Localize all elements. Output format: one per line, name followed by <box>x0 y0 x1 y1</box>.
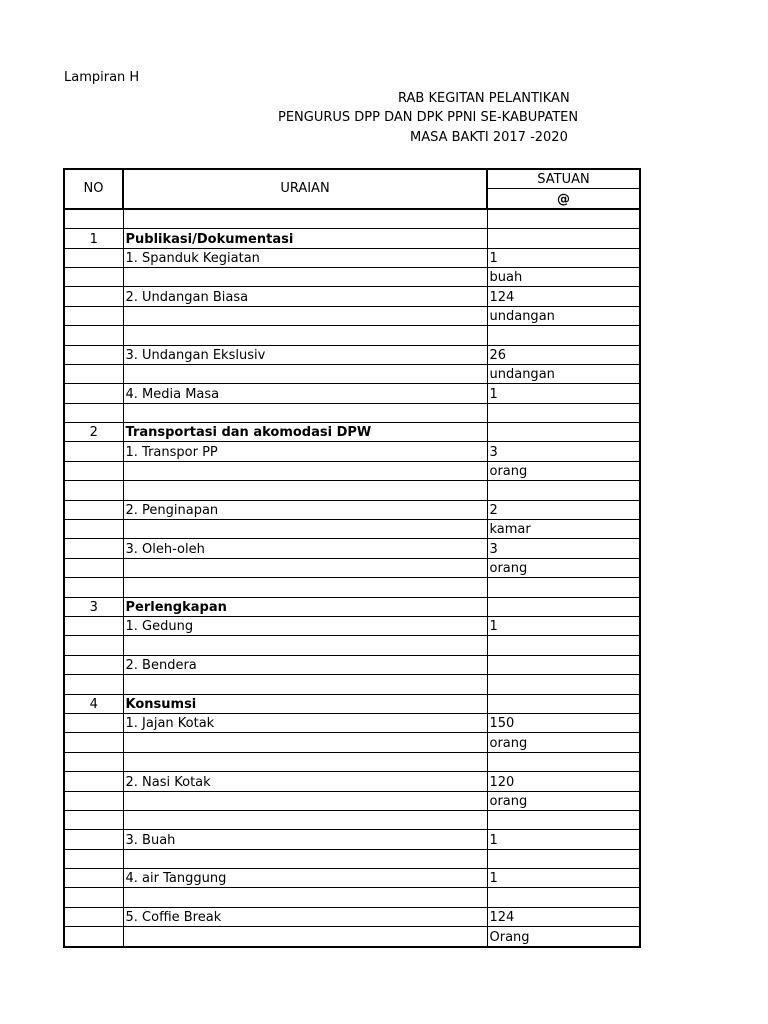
table-row <box>64 306 640 325</box>
row-no-cell <box>64 675 123 694</box>
row-no-cell <box>64 713 123 732</box>
row-satuan-cell <box>487 694 640 713</box>
table-row <box>64 481 640 500</box>
row-uraian-cell: 1. Spanduk Kegiatan <box>123 248 487 267</box>
row-uraian-cell: 2. Nasi Kotak <box>123 772 487 791</box>
row-uraian-cell: 2. Penginapan <box>123 500 487 519</box>
row-no-cell <box>64 539 123 558</box>
row-satuan-cell <box>487 403 640 422</box>
row-uraian-cell <box>123 209 487 229</box>
table-row <box>64 539 640 558</box>
table-row <box>64 287 640 306</box>
row-uraian-cell <box>123 636 487 655</box>
table-row <box>64 869 640 888</box>
table-row <box>64 694 640 713</box>
row-uraian-cell: 1. Jajan Kotak <box>123 713 487 732</box>
table-row <box>64 713 640 732</box>
row-no-cell <box>64 287 123 306</box>
row-uraian-cell <box>123 849 487 868</box>
row-satuan-cell: buah <box>487 267 640 286</box>
table-row <box>64 229 640 248</box>
row-satuan-cell: orang <box>487 733 640 752</box>
table-row <box>64 403 640 422</box>
row-satuan-cell <box>487 209 640 229</box>
row-satuan-cell: 3 <box>487 539 640 558</box>
row-uraian-cell <box>123 578 487 597</box>
table-row <box>64 461 640 480</box>
row-no-cell <box>64 636 123 655</box>
table-row <box>64 675 640 694</box>
table-row <box>64 616 640 635</box>
row-uraian-cell <box>123 520 487 539</box>
row-uraian-cell: 1. Gedung <box>123 616 487 635</box>
section-heading-cell: Perlengkapan <box>123 597 487 616</box>
row-satuan-cell: 3 <box>487 442 640 461</box>
row-satuan-cell <box>487 655 640 674</box>
row-satuan-cell: 2 <box>487 500 640 519</box>
row-satuan-cell: 1 <box>487 869 640 888</box>
table-row <box>64 752 640 771</box>
table-row <box>64 849 640 868</box>
table-row <box>64 520 640 539</box>
table-row <box>64 384 640 403</box>
row-satuan-cell <box>487 849 640 868</box>
row-satuan-cell: 26 <box>487 345 640 364</box>
section-heading-cell: Konsumsi <box>123 694 487 713</box>
row-no-cell <box>64 442 123 461</box>
table-row <box>64 345 640 364</box>
row-no-cell <box>64 849 123 868</box>
table-row <box>64 907 640 926</box>
row-uraian-cell: 4. Media Masa <box>123 384 487 403</box>
row-uraian-cell <box>123 927 487 947</box>
row-satuan-cell <box>487 810 640 829</box>
document-title-line-1: RAB KEGITAN PELANTIKAN <box>398 91 570 106</box>
table-row <box>64 442 640 461</box>
row-no-cell <box>64 345 123 364</box>
row-no-cell: 3 <box>64 597 123 616</box>
row-satuan-cell <box>487 888 640 907</box>
row-satuan-cell <box>487 675 640 694</box>
row-satuan-cell: undangan <box>487 306 640 325</box>
row-no-cell: 4 <box>64 694 123 713</box>
table-row <box>64 248 640 267</box>
table-row <box>64 927 640 947</box>
row-uraian-cell <box>123 558 487 577</box>
row-uraian-cell: 5. Coffie Break <box>123 907 487 926</box>
row-uraian-cell <box>123 675 487 694</box>
table-row <box>64 810 640 829</box>
table-row <box>64 772 640 791</box>
table-row <box>64 500 640 519</box>
row-no-cell <box>64 461 123 480</box>
row-satuan-cell: 124 <box>487 287 640 306</box>
table-row <box>64 267 640 286</box>
row-satuan-cell: 1 <box>487 830 640 849</box>
table-row <box>64 791 640 810</box>
table-row <box>64 636 640 655</box>
row-no-cell <box>64 384 123 403</box>
row-no-cell <box>64 267 123 286</box>
table-row <box>64 888 640 907</box>
row-no-cell <box>64 907 123 926</box>
row-no-cell <box>64 869 123 888</box>
row-uraian-cell <box>123 403 487 422</box>
header-uraian: URAIAN <box>123 169 487 209</box>
row-satuan-cell <box>487 481 640 500</box>
table-row <box>64 655 640 674</box>
row-uraian-cell: 4. air Tanggung <box>123 869 487 888</box>
row-satuan-cell: 1 <box>487 248 640 267</box>
table-row <box>64 209 640 229</box>
table-body <box>64 209 640 947</box>
row-uraian-cell <box>123 791 487 810</box>
row-uraian-cell: 3. Buah <box>123 830 487 849</box>
row-uraian-cell <box>123 810 487 829</box>
row-uraian-cell: 3. Undangan Ekslusiv <box>123 345 487 364</box>
table-row <box>64 326 640 345</box>
row-satuan-cell: kamar <box>487 520 640 539</box>
row-no-cell <box>64 209 123 229</box>
row-no-cell <box>64 403 123 422</box>
row-no-cell <box>64 326 123 345</box>
row-satuan-cell <box>487 636 640 655</box>
section-heading-cell: Transportasi dan akomodasi DPW <box>123 423 487 442</box>
document-title-line-2: PENGURUS DPP DAN DPK PPNI SE-KABUPATEN <box>278 110 579 125</box>
row-satuan-cell <box>487 752 640 771</box>
attachment-label: Lampiran H <box>64 70 140 85</box>
row-satuan-cell: undangan <box>487 364 640 383</box>
row-satuan-cell <box>487 597 640 616</box>
row-uraian-cell <box>123 306 487 325</box>
row-no-cell <box>64 500 123 519</box>
section-heading-cell: Publikasi/Dokumentasi <box>123 229 487 248</box>
row-no-cell <box>64 927 123 947</box>
row-satuan-cell: 124 <box>487 907 640 926</box>
table-row <box>64 558 640 577</box>
row-uraian-cell <box>123 267 487 286</box>
row-no-cell <box>64 655 123 674</box>
row-uraian-cell <box>123 752 487 771</box>
row-satuan-cell: 1 <box>487 384 640 403</box>
row-uraian-cell <box>123 461 487 480</box>
table-row <box>64 733 640 752</box>
budget-table <box>63 168 641 948</box>
row-no-cell <box>64 772 123 791</box>
row-no-cell <box>64 752 123 771</box>
row-no-cell <box>64 791 123 810</box>
row-satuan-cell: 150 <box>487 713 640 732</box>
row-uraian-cell: 3. Oleh-oleh <box>123 539 487 558</box>
table-row <box>64 578 640 597</box>
row-no-cell <box>64 810 123 829</box>
row-uraian-cell: 2. Bendera <box>123 655 487 674</box>
row-uraian-cell <box>123 733 487 752</box>
row-uraian-cell: 1. Transpor PP <box>123 442 487 461</box>
row-no-cell: 2 <box>64 423 123 442</box>
row-no-cell <box>64 616 123 635</box>
row-satuan-cell: 120 <box>487 772 640 791</box>
table-row <box>64 364 640 383</box>
row-no-cell <box>64 306 123 325</box>
row-uraian-cell: 2. Undangan Biasa <box>123 287 487 306</box>
header-no: NO <box>64 169 123 209</box>
row-no-cell <box>64 558 123 577</box>
row-no-cell <box>64 520 123 539</box>
row-no-cell: 1 <box>64 229 123 248</box>
row-no-cell <box>64 733 123 752</box>
table-row <box>64 597 640 616</box>
row-no-cell <box>64 830 123 849</box>
row-satuan-cell: orang <box>487 558 640 577</box>
row-no-cell <box>64 578 123 597</box>
row-uraian-cell <box>123 481 487 500</box>
row-uraian-cell <box>123 326 487 345</box>
row-no-cell <box>64 481 123 500</box>
table-header-row <box>64 169 640 189</box>
row-satuan-cell: Orang <box>487 927 640 947</box>
document-title-line-3: MASA BAKTI 2017 -2020 <box>410 130 568 145</box>
table-row <box>64 423 640 442</box>
row-satuan-cell: orang <box>487 791 640 810</box>
row-no-cell <box>64 888 123 907</box>
row-satuan-cell: orang <box>487 461 640 480</box>
header-satuan: SATUAN <box>487 169 640 189</box>
row-no-cell <box>64 364 123 383</box>
row-satuan-cell <box>487 229 640 248</box>
row-satuan-cell <box>487 423 640 442</box>
row-no-cell <box>64 248 123 267</box>
row-uraian-cell <box>123 888 487 907</box>
row-satuan-cell <box>487 578 640 597</box>
header-satuan-sub: @ <box>487 189 640 209</box>
row-satuan-cell <box>487 326 640 345</box>
table-row <box>64 830 640 849</box>
row-satuan-cell: 1 <box>487 616 640 635</box>
row-uraian-cell <box>123 364 487 383</box>
